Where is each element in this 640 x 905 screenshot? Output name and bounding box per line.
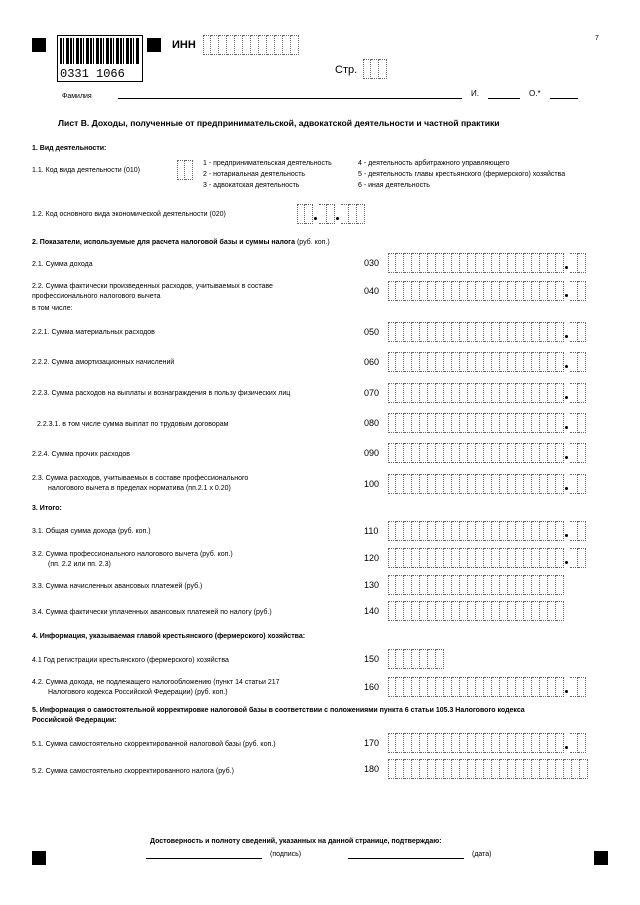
page-number: 7 <box>595 35 599 42</box>
r22-label-b: профессионального налогового вычета <box>32 293 161 300</box>
initial-i-field[interactable] <box>488 98 520 99</box>
r11-label: 1.1. Код вида деятельности (010) <box>32 167 140 174</box>
code-060: 060 <box>364 357 380 367</box>
field-060[interactable] <box>388 352 586 372</box>
r2231-label: 2.2.3.1. в том числе сумма выплат по трудовым договорам <box>37 421 229 428</box>
code-120: 120 <box>364 553 380 563</box>
activity-option-6: 6 - иная деятельность <box>358 182 430 189</box>
field-030[interactable] <box>388 253 586 273</box>
s4-heading: 4. Информация, указываемая главой крестьянского (фермерского) хозяйства: <box>32 633 306 640</box>
code-100: 100 <box>364 479 380 489</box>
code-180: 180 <box>364 764 380 774</box>
r223-label: 2.2.3. Сумма расходов на выплаты и вознаграждения в пользу физических лиц <box>32 390 291 397</box>
field-180[interactable] <box>388 759 588 779</box>
code-090: 090 <box>364 448 380 458</box>
r12-label: 1.2. Код основного вида экономической деятельности (020) <box>32 211 226 218</box>
code-150: 150 <box>364 654 380 664</box>
r51-label: 5.1. Сумма самостоятельно скорректированной налоговой базы (руб. коп.) <box>32 741 276 748</box>
field-080[interactable] <box>388 413 586 433</box>
date-label: (дата) <box>472 851 492 858</box>
code-030: 030 <box>364 258 380 268</box>
code-160: 160 <box>364 682 380 692</box>
date-field[interactable] <box>348 858 464 859</box>
field-040[interactable] <box>388 281 586 301</box>
inn-label: ИНН <box>172 39 196 51</box>
code-130: 130 <box>364 580 380 590</box>
corner-marker-bottom-right <box>594 851 608 865</box>
okved-field[interactable] <box>297 204 365 224</box>
field-110[interactable] <box>388 521 586 541</box>
field-120[interactable] <box>388 548 586 568</box>
s2-heading <box>32 238 330 247</box>
activity-option-5: 5 - деятельность главы крестьянского (фермерского) хозяйства <box>358 171 566 178</box>
r42-label-a: 4.2. Сумма дохода, не подлежащего налогообложению (пункт 14 статьи 217 <box>32 679 280 686</box>
corner-marker-bottom-left <box>32 851 46 865</box>
confirm-text: Достоверность и полноту сведений, указанных на данной странице, подтверждаю: <box>150 838 442 845</box>
r221-label: 2.2.1. Сумма материальных расходов <box>32 329 155 336</box>
initial-o-label: О.* <box>529 89 541 98</box>
code-110: 110 <box>364 526 379 536</box>
signature-label: (подпись) <box>270 851 302 858</box>
initial-i-label: И. <box>471 89 479 98</box>
field-150[interactable] <box>388 649 444 669</box>
s3-heading: 3. Итого: <box>32 505 62 512</box>
r31-label: 3.1. Общая сумма дохода (руб. коп.) <box>32 528 151 535</box>
page-field[interactable] <box>363 59 387 79</box>
r42-label-b: Налогового кодекса Российской Федерации) (руб. коп.) <box>48 689 228 696</box>
corner-marker-top-left <box>32 38 46 52</box>
r21-label: 2.1. Сумма дохода <box>32 261 93 268</box>
field-100[interactable] <box>388 474 586 494</box>
r222-label: 2.2.2. Сумма амортизационных начислений <box>32 359 175 366</box>
s2-heading-unit: (руб. коп.) <box>296 239 330 246</box>
r34-label: 3.4. Сумма фактически уплаченных авансовых платежей по налогу (руб.) <box>32 609 272 616</box>
field-090[interactable] <box>388 443 586 463</box>
including-label: в том числе: <box>32 305 73 312</box>
field-130[interactable] <box>388 575 564 595</box>
initial-o-field[interactable] <box>550 98 578 99</box>
barcode <box>60 38 140 64</box>
corner-marker-top-mid <box>147 38 161 52</box>
page-label: Стр. <box>335 64 358 76</box>
field-160[interactable] <box>388 677 586 697</box>
activity-code-field[interactable] <box>177 160 193 180</box>
r23-label-b: налогового вычета в пределах норматива (пп.2.1 х 0.20) <box>48 485 231 492</box>
page-title: Лист В. Доходы, полученные от предпринимательской, адвокатской деятельности и частной практики <box>58 118 500 128</box>
activity-option-2: 2 - нотариальная деятельность <box>203 171 306 178</box>
s2-heading-text: 2. Показатели, используемые для расчета налоговой базы и суммы налога <box>32 239 295 246</box>
signature-field[interactable] <box>146 858 262 859</box>
surname-label: Фамилия <box>62 93 92 100</box>
r32-label-b: (пп. 2.2 или пп. 2.3) <box>48 561 111 568</box>
r33-label: 3.3. Сумма начисленных авансовых платежей (руб.) <box>32 583 203 590</box>
s5-heading-a: 5. Информация о самостоятельной корректировке налоговой базы в соответствии с положениями пункта 6 статьи 105.3 Налогового кодекса <box>32 707 525 714</box>
s5-heading-b: Российской Федерации: <box>32 717 117 724</box>
activity-option-1: 1 - предпринимательская деятельность <box>203 160 332 167</box>
code-170: 170 <box>364 738 380 748</box>
code-050: 050 <box>364 327 380 337</box>
r52-label: 5.2. Сумма самостоятельно скорректированного налога (руб.) <box>32 768 234 775</box>
r23-label-a: 2.3. Сумма расходов, учитываемых в составе профессионального <box>32 475 249 482</box>
field-140[interactable] <box>388 601 564 621</box>
activity-option-3: 3 - адвокатская деятельность <box>203 182 300 189</box>
surname-field[interactable] <box>118 98 462 99</box>
activity-option-4: 4 - деятельность арбитражного управляющего <box>358 160 510 167</box>
inn-field[interactable] <box>203 35 299 55</box>
code-040: 040 <box>364 286 380 296</box>
code-080: 080 <box>364 418 380 428</box>
code-070: 070 <box>364 388 380 398</box>
r32-label-a: 3.2. Сумма профессионального налогового вычета (руб. коп.) <box>32 551 233 558</box>
s1-heading: 1. Вид деятельности: <box>32 145 107 152</box>
r22-label-a: 2.2. Сумма фактически произведенных расходов, учитываемых в составе <box>32 283 273 290</box>
barcode-number: 0331 1066 <box>60 67 125 81</box>
code-140: 140 <box>364 606 380 616</box>
r224-label: 2.2.4. Сумма прочих расходов <box>32 451 130 458</box>
field-170[interactable] <box>388 733 586 753</box>
field-070[interactable] <box>388 383 586 403</box>
r41-label: 4.1 Год регистрации крестьянского (фермерского) хозяйства <box>32 657 229 664</box>
field-050[interactable] <box>388 322 586 342</box>
